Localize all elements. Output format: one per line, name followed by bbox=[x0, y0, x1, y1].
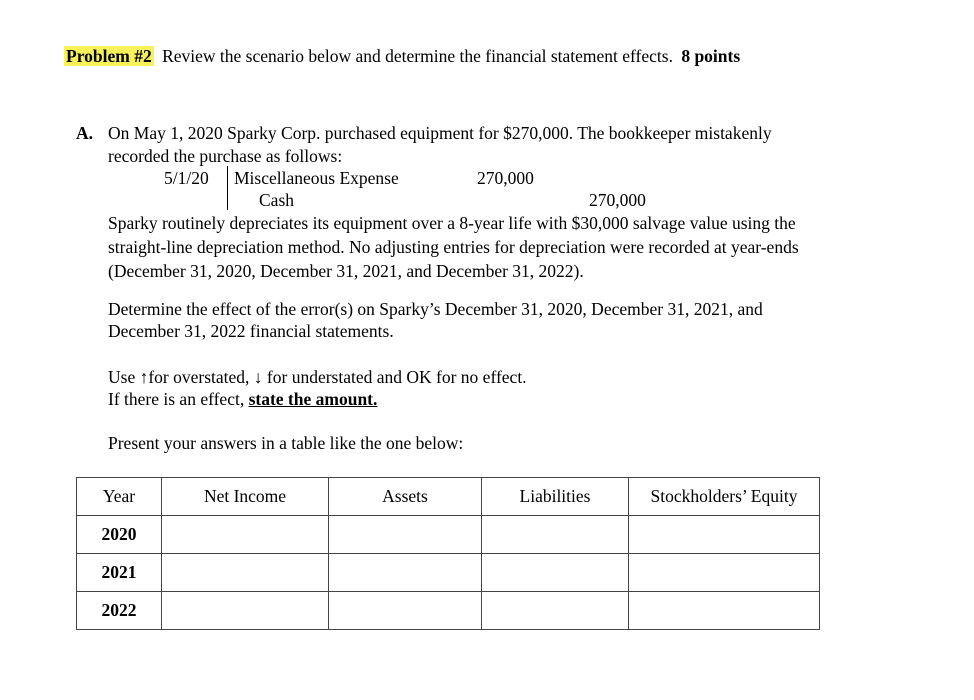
para1-line-1: Sparky routinely depreciates its equipment over a 8-year life with $30,000 salvage value using the bbox=[108, 213, 796, 233]
journal-date: 5/1/20 bbox=[164, 168, 209, 188]
cell-liabilities bbox=[482, 554, 629, 592]
cell-stockholders-equity bbox=[629, 516, 820, 554]
problem-label: Problem #2 bbox=[66, 46, 152, 66]
cell-assets bbox=[329, 516, 482, 554]
header-year: Year bbox=[77, 478, 162, 516]
table-header-row bbox=[77, 478, 820, 516]
header-net-income: Net Income bbox=[162, 478, 329, 516]
cell-stockholders-equity bbox=[629, 592, 820, 630]
para1-line-2: straight-line depreciation method. No adjusting entries for depreciation were recorded at year-ends bbox=[108, 237, 799, 257]
header-liabilities: Liabilities bbox=[482, 478, 629, 516]
part-a-line-2: recorded the purchase as follows: bbox=[108, 146, 343, 166]
part-a-line-1: On May 1, 2020 Sparky Corp. purchased equipment for $270,000. The bookkeeper mistakenly bbox=[108, 123, 772, 143]
cell-net-income bbox=[162, 592, 329, 630]
cell-liabilities bbox=[482, 516, 629, 554]
part-letter: A. bbox=[76, 123, 94, 143]
header-stockholders-equity: Stockholders’ Equity bbox=[629, 478, 820, 516]
instructions-line-2-prefix: If there is an effect, bbox=[108, 389, 245, 409]
journal-divider bbox=[227, 166, 228, 210]
instructions-line-1: Use ↑for overstated, ↓ for understated and OK for no effect. bbox=[108, 367, 527, 387]
para2-line-2: December 31, 2022 financial statements. bbox=[108, 321, 394, 341]
cell-liabilities bbox=[482, 592, 629, 630]
journal-credit-amount: 270,000 bbox=[589, 190, 646, 210]
journal-debit-account: Miscellaneous Expense bbox=[234, 168, 399, 188]
table-row bbox=[77, 554, 820, 592]
cell-assets bbox=[329, 554, 482, 592]
journal-debit-amount: 270,000 bbox=[477, 168, 534, 188]
problem-points: 8 points bbox=[681, 46, 741, 66]
row-year: 2022 bbox=[77, 592, 162, 630]
answer-table bbox=[76, 477, 820, 630]
table-row bbox=[77, 516, 820, 554]
instructions-emphasis: state the amount. bbox=[248, 389, 378, 409]
present-instruction: Present your answers in a table like the one below: bbox=[108, 433, 464, 453]
header-assets: Assets bbox=[329, 478, 482, 516]
para1-line-3: (December 31, 2020, December 31, 2021, and December 31, 2022). bbox=[108, 261, 584, 281]
problem-header bbox=[64, 45, 740, 67]
cell-net-income bbox=[162, 516, 329, 554]
cell-assets bbox=[329, 592, 482, 630]
cell-stockholders-equity bbox=[629, 554, 820, 592]
problem-description: Review the scenario below and determine the financial statement effects. bbox=[162, 46, 673, 66]
table-row bbox=[77, 592, 820, 630]
para2-line-1: Determine the effect of the error(s) on Sparky’s December 31, 2020, December 31, 2021, and bbox=[108, 299, 763, 319]
row-year: 2020 bbox=[77, 516, 162, 554]
instructions-line-2 bbox=[108, 388, 377, 410]
cell-net-income bbox=[162, 554, 329, 592]
journal-credit-account: Cash bbox=[259, 190, 294, 210]
row-year: 2021 bbox=[77, 554, 162, 592]
